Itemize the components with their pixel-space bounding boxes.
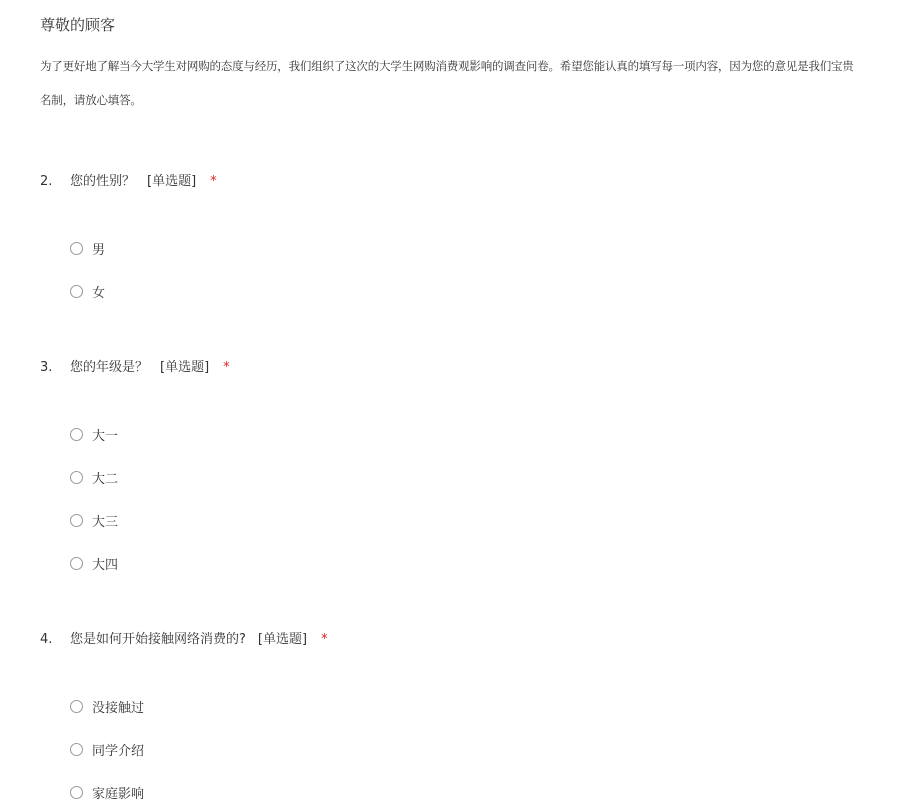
option-label: 大一: [92, 428, 119, 444]
required-mark: *: [223, 360, 230, 375]
question-title: 您的性别？: [70, 174, 136, 189]
question-number: 3.: [40, 360, 53, 375]
radio-button[interactable]: [70, 471, 83, 484]
option-junior[interactable]: [70, 510, 118, 530]
question-type: [单选题]: [147, 174, 197, 189]
radio-button[interactable]: [70, 700, 83, 713]
radio-button[interactable]: [70, 428, 83, 441]
question-type: [单选题]: [160, 360, 210, 375]
option-freshman[interactable]: [70, 424, 118, 444]
intro-text-line-1: 为了更好地了解当今大学生对网购的态度与经历，我们组织了这次的大学生网购消费观影响的调查问卷。希望您能认真的填写每一项内容，因为您的意见是我们宝贵: [40, 59, 854, 73]
required-mark: *: [210, 174, 217, 189]
question-2-header: [40, 170, 217, 189]
option-label: 同学介绍: [92, 743, 145, 759]
option-sophomore[interactable]: [70, 467, 118, 487]
question-3-header: [40, 356, 230, 375]
option-male[interactable]: [70, 238, 105, 258]
question-title: 您的年级是？: [70, 360, 149, 375]
required-mark: *: [321, 632, 328, 647]
radio-button[interactable]: [70, 242, 83, 255]
option-label: 大二: [92, 471, 119, 487]
option-label: 女: [92, 285, 106, 301]
radio-button[interactable]: [70, 285, 83, 298]
option-classmate-introduction[interactable]: [70, 739, 144, 759]
radio-button[interactable]: [70, 786, 83, 799]
question-title: 您是如何开始接触网络消费的?: [70, 632, 246, 647]
option-label: 没接触过: [92, 700, 145, 716]
option-senior[interactable]: [70, 553, 118, 573]
radio-button[interactable]: [70, 514, 83, 527]
option-family-influence[interactable]: [70, 782, 144, 800]
option-label: 家庭影响: [92, 786, 145, 800]
intro-text-line-2: 名制，请放心填答。: [40, 93, 142, 107]
option-label: 大三: [92, 514, 119, 530]
radio-button[interactable]: [70, 743, 83, 756]
question-4-header: [40, 628, 328, 647]
radio-button[interactable]: [70, 557, 83, 570]
question-type: [单选题]: [257, 632, 308, 647]
option-label: 男: [92, 242, 106, 258]
option-female[interactable]: [70, 281, 105, 301]
option-never-contacted[interactable]: [70, 696, 144, 716]
question-number: 2.: [40, 174, 53, 189]
option-label: 大四: [92, 557, 119, 573]
question-number: 4.: [40, 632, 53, 647]
greeting-title: 尊敬的顾客: [40, 16, 116, 34]
